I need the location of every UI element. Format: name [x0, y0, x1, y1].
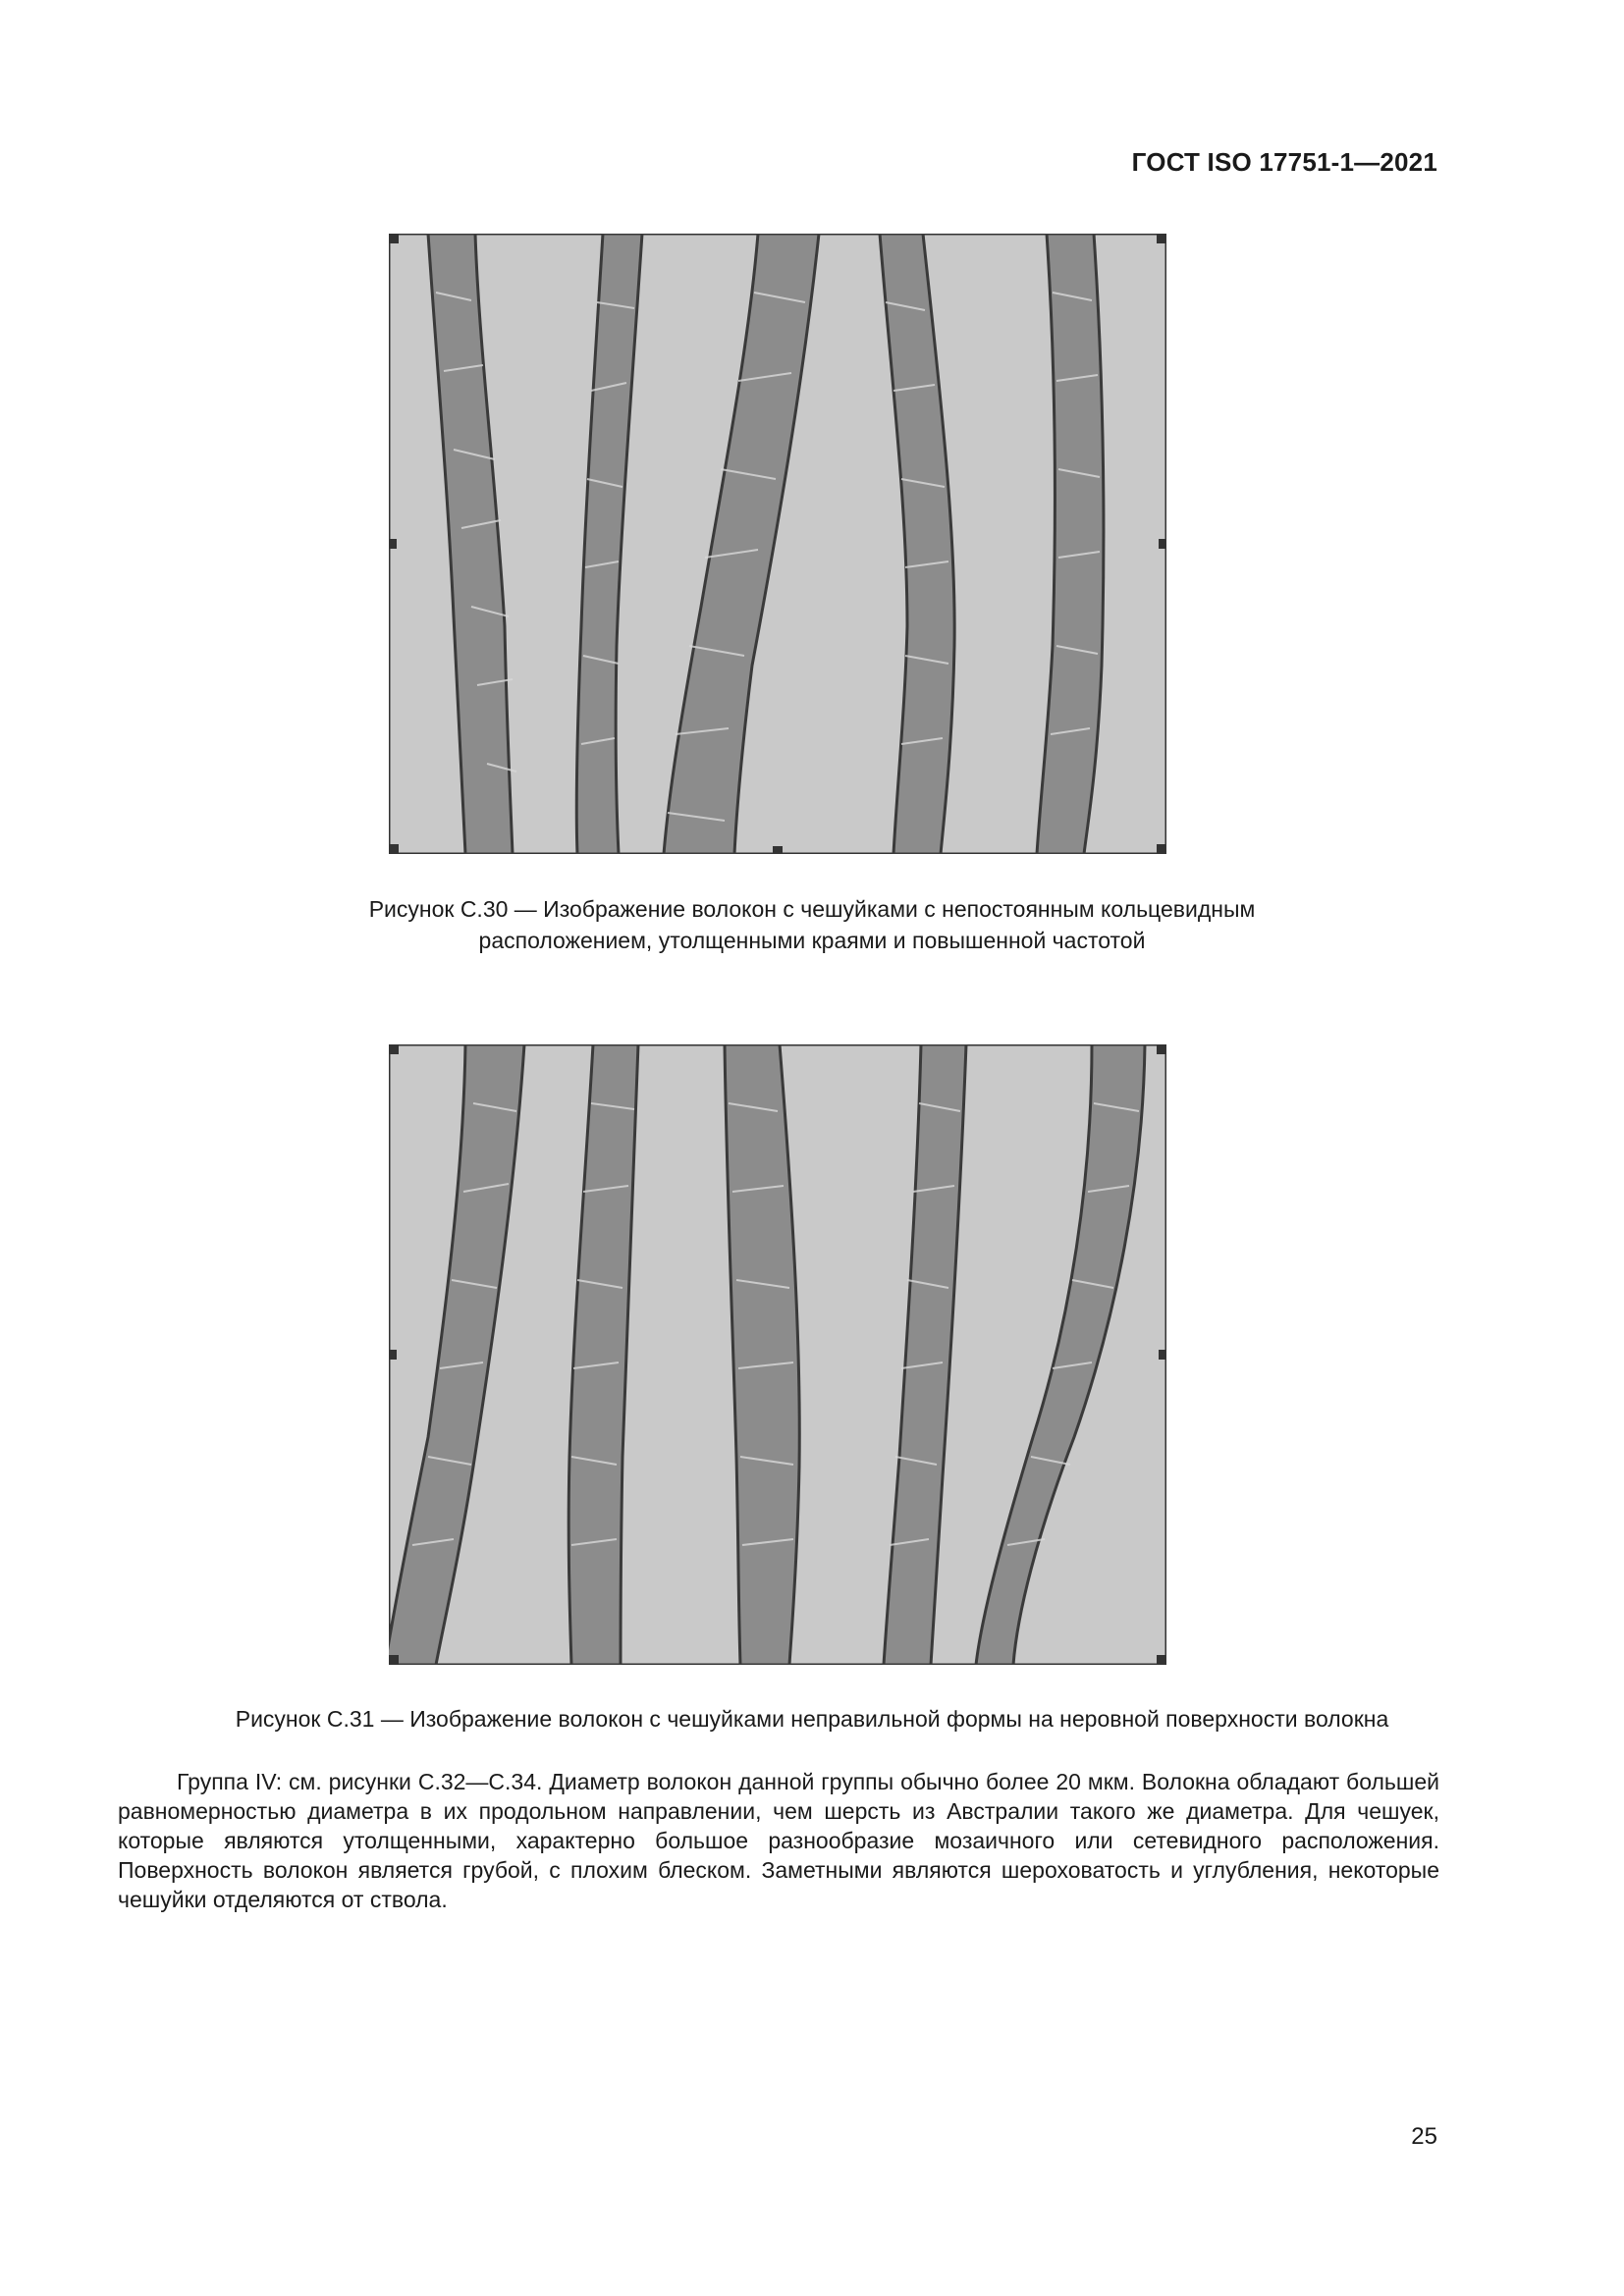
page-number: 25 [1411, 2123, 1437, 2150]
figure-c30-caption-line-1: Рисунок C.30 — Изображение волокон с чешуйками с непостоянным кольцевидным [368, 896, 1256, 922]
figure-c31-caption: Рисунок C.31 — Изображение волокон с чешуйками неправильной формы на неровной поверхности волокна [235, 1706, 1389, 1732]
figure-c30-caption-line-2: расположением, утолщенными краями и повышенной частотой [478, 928, 1146, 953]
body-paragraph-group-iv: Группа IV: см. рисунки C.32—C.34. Диаметр волокон данной группы обычно более 20 мкм. Волокна обладают большей равномерностью диаметра в их продольном направлении, чем шерсть из Австралии такого же диаметра. Для чешуек, которые являются утолщенными, характерно большое разнообразие мозаичного или сетевидного расположения. Поверхность волокон является грубой, с плохим блеском. Заметными являются шероховатость и углубления, некоторые чешуйки отделяются от ствола. [118, 1769, 1439, 1912]
micrograph-wool-fibres-icon [389, 234, 1166, 854]
figure-c31-image [389, 1044, 1166, 1665]
micrograph-wool-fibres-icon [389, 1044, 1166, 1665]
figure-c30-image [389, 234, 1166, 854]
document-standard-header: ГОСТ ISO 17751-1—2021 [1131, 147, 1437, 177]
